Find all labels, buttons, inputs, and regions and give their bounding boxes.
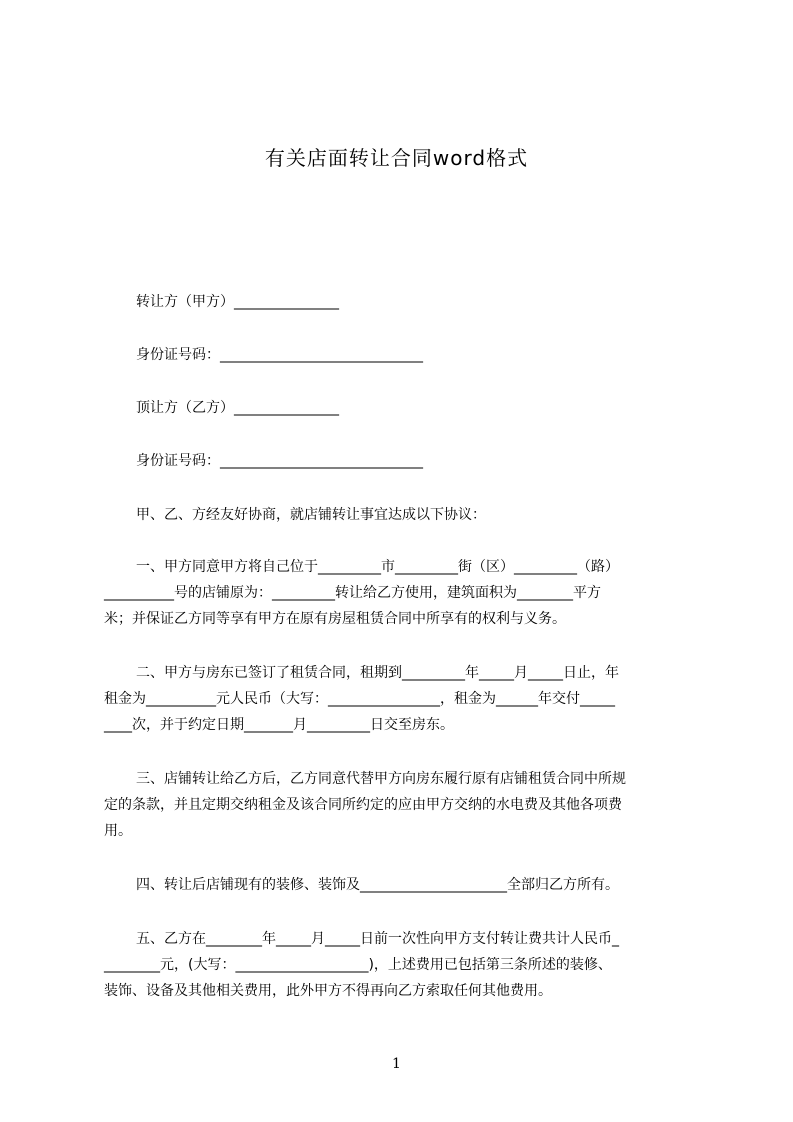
transferor-id-field: 身份证号码：_____________________________ (136, 347, 423, 363)
clause-2-line-2: 租金为__________元人民币（大写：________________，租金为______年交付_____ (104, 691, 615, 707)
clause-5-line-2: ________元，(大写：___________________)，上述费用已包括第三条所述的装修、 (104, 957, 612, 973)
clause-2-line-3: ____次，并于约定日期_______月_________日交至房东。 (104, 717, 454, 733)
clause-2-line-1: 二、甲方与房东已签订了租赁合同，租期到_________年_____月_____日止，年 (136, 665, 619, 681)
clause-3-line-3: 用。 (104, 823, 132, 839)
transferee-field: 顶让方（乙方）_______________ (136, 400, 339, 416)
clause-5-line-1: 五、乙方在________年_____月_____日前一次性向甲方支付转让费共计人民币_ (136, 931, 619, 947)
clause-1-line-2: __________号的店铺原为：_________转让给乙方使用，建筑面积为________平方 (104, 585, 601, 601)
clause-4-line-1: 四、转让后店铺现有的装修、装饰及_____________________全部归乙方所有。 (136, 877, 619, 893)
page-number: 1 (392, 1056, 401, 1072)
transferee-id-field: 身份证号码：_____________________________ (136, 453, 423, 469)
document-title: 有关店面转让合同word格式 (264, 146, 529, 170)
clause-3-line-2: 定的条款，并且定期交纳租金及该合同所约定的应由甲方交纳的水电费及其他各项费 (104, 797, 622, 813)
clause-5-line-3: 装饰、设备及其他相关费用，此外甲方不得再向乙方索取任何其他费用。 (104, 983, 552, 999)
clause-3-line-1: 三、店铺转让给乙方后，乙方同意代替甲方向房东履行原有店铺租赁合同中所规 (136, 771, 626, 787)
transferor-field: 转让方（甲方）_______________ (136, 294, 339, 310)
agreement-intro: 甲、乙、方经友好协商，就店铺转让事宜达成以下协议： (136, 507, 486, 523)
clause-1-line-3: 米；并保证乙方同等享有甲方在原有房屋租赁合同中所享有的权利与义务。 (104, 611, 566, 627)
clause-1-line-1: 一、甲方同意甲方将自己位于_________市_________街（区）_________（路） (136, 559, 619, 575)
